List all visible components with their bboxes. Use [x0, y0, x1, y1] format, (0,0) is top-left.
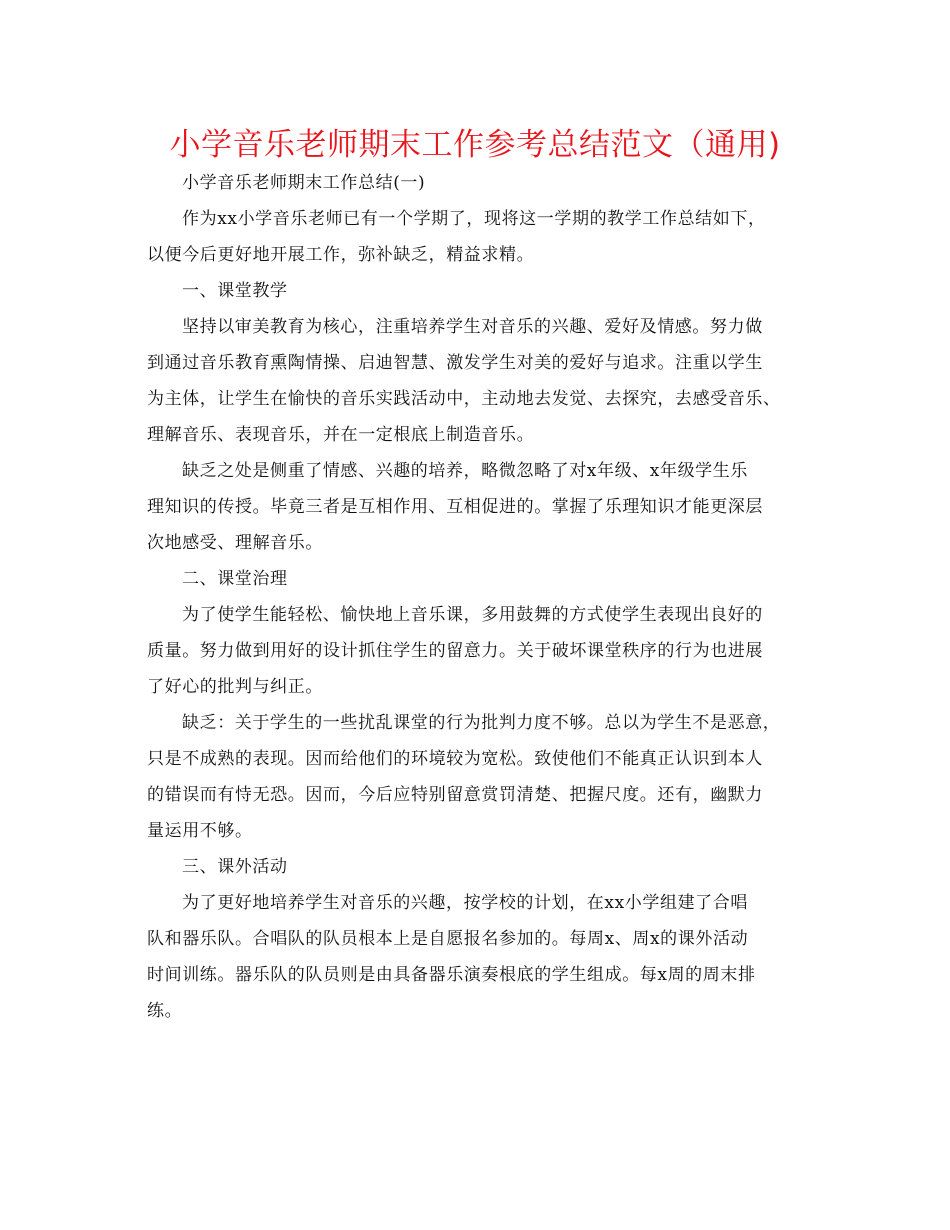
text-line: 只是不成熟的表现。因而给他们的环境较为宽松。致使他们不能真正认识到本人 [147, 749, 763, 769]
document-title: 小学音乐老师期末工作参考总结范文（通用) [169, 127, 781, 163]
text-line: 缺乏：关于学生的一些扰乱课堂的行为批判力度不够。总以为学生不是恶意， [182, 713, 781, 733]
text-line: 理解音乐、表现音乐，并在一定根底上制造音乐。 [147, 425, 535, 445]
text-line: 小学音乐老师期末工作总结(一) [182, 173, 426, 193]
text-line: 次地感受、理解音乐。 [147, 533, 323, 553]
document-body [147, 165, 812, 1029]
text-line: 了好心的批判与纠正。 [147, 677, 323, 697]
text-line: 缺乏之处是侧重了情感、兴趣的培养，略微忽略了对x年级、x年级学生乐 [182, 461, 748, 481]
text-line: 练。 [147, 1001, 183, 1021]
text-line: 作为xx小学音乐老师已有一个学期了，现将这一学期的教学工作总结如下， [182, 209, 766, 229]
text-line: 为了更好地培养学生对音乐的兴趣，按学校的计划，在xx小学组建了合唱 [182, 893, 748, 913]
text-line: 理知识的传授。毕竟三者是互相作用、互相促进的。掌握了乐理知识才能更深层 [147, 497, 763, 517]
text-line: 二、课堂治理 [182, 569, 288, 589]
text-line: 三、课外活动 [182, 857, 288, 877]
text-line: 为主体，让学生在愉快的音乐实践活动中，主动地去发觉、去探究，去感受音乐、 [147, 389, 781, 409]
text-line: 坚持以审美教育为核心，注重培养学生对音乐的兴趣、爱好及情感。努力做 [182, 317, 763, 337]
text-line: 为了使学生能轻松、愉快地上音乐课，多用鼓舞的方式使学生表现出良好的 [182, 605, 763, 625]
text-line: 到通过音乐教育熏陶情操、启迪智慧、激发学生对美的爱好与追求。注重以学生 [147, 353, 763, 373]
text-line: 一、课堂教学 [182, 281, 288, 301]
text-line: 以便今后更好地开展工作，弥补缺乏，精益求精。 [147, 245, 535, 265]
text-line: 队和器乐队。合唱队的队员根本上是自愿报名参加的。每周x、周x的课外活动 [147, 929, 749, 949]
text-line: 质量。努力做到用好的设计抓住学生的留意力。关于破坏课堂秩序的行为也进展 [147, 641, 763, 661]
text-line: 量运用不够。 [147, 821, 253, 841]
text-line: 时间训练。器乐队的队员则是由具备器乐演奏根底的学生组成。每x周的周末排 [147, 965, 756, 985]
text-line: 的错误而有恃无恐。因而，今后应特别留意赏罚清楚、把握尺度。还有，幽默力 [147, 785, 763, 805]
